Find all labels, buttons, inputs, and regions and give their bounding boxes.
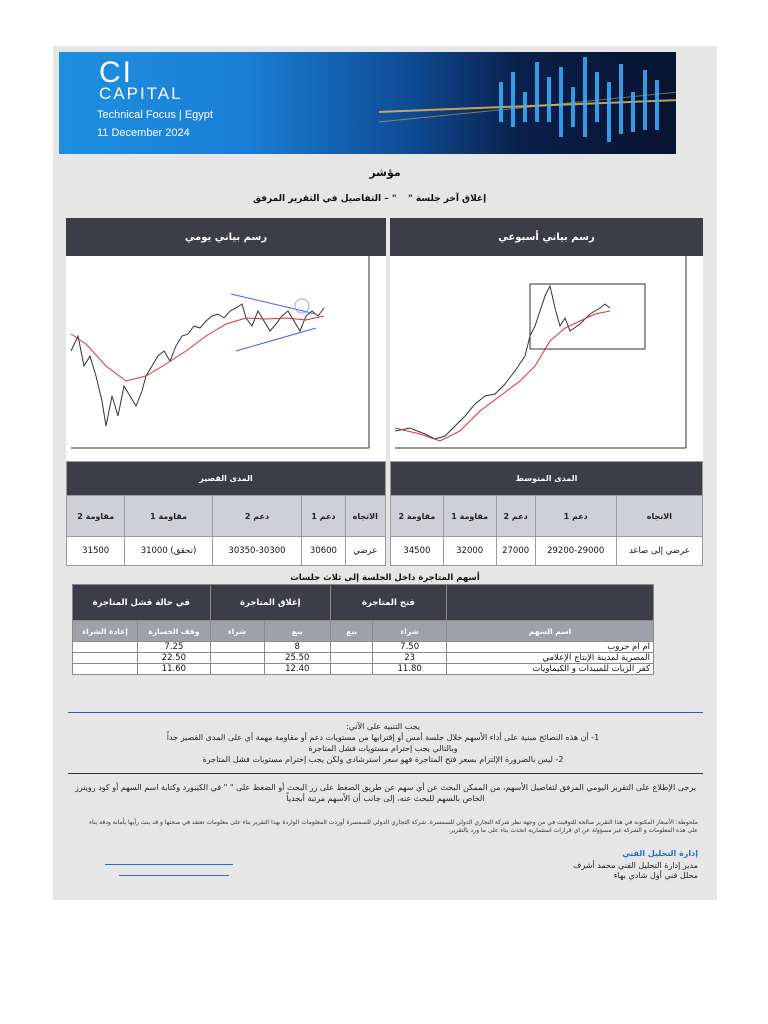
st-header-r1: مقاومة 1: [125, 496, 212, 537]
mt-header-r2: مقاومة 2: [391, 496, 444, 537]
cell-buy-close: [210, 653, 264, 664]
cell-sell-close: 8: [264, 642, 330, 653]
report-banner: [59, 52, 676, 154]
daily-moving-average: [71, 316, 324, 381]
email-link-1[interactable]: [105, 864, 233, 865]
bloomberg-note-1: يرجى الإطلاع على التقرير اليومي المرفق لتفاصيل الأسهم، من الممكن البحث عن أي سهم عن طريق الضغط على زر البحث أو الضغط على " " في الكيبورد وكتابة اسم السهم أو كود رويترز: [75, 783, 696, 792]
st-value-r2: 31500: [67, 537, 125, 566]
disclaimer-2: على هذه المعلومات و الشركة غير مسؤولة عن اي قرارات استثمارية اتخذت بناء على ما ورد بالتقرير.: [448, 827, 698, 834]
short-term-levels-table: [66, 461, 386, 566]
cell-sell-close: 25.50: [264, 653, 330, 664]
last-close-label: إغلاق آخر جلسة ": [408, 194, 487, 204]
sub-buy-close: شراء: [210, 621, 264, 642]
black-divider: [68, 773, 703, 774]
senior-analyst: محلل فني أول شادي بهاء: [613, 871, 698, 880]
sub-rebuy: إعادة الشراء: [73, 621, 138, 642]
blue-divider: [68, 712, 703, 713]
mt-value-s1: 29200-29000: [535, 537, 616, 566]
cell-buy-open: 7.50: [373, 642, 447, 653]
mt-header-s2: دعم 2: [496, 496, 535, 537]
st-value-s2: 30350-30300: [212, 537, 302, 566]
mt-value-s2: 27000: [496, 537, 535, 566]
details-label: " – التفاصيل في التقرير المرفق: [253, 194, 397, 204]
weekly-chart-header: رسم بياني أسبوعي: [390, 218, 703, 256]
cell-rebuy: [73, 653, 138, 664]
sub-stock-name: اسم السهم: [447, 621, 654, 642]
group-open: فتح المتاجرة: [330, 585, 446, 621]
cell-rebuy: [73, 664, 138, 675]
sub-stop-loss: وقف الخسارة: [138, 621, 210, 642]
trading-stocks-table: [72, 584, 654, 675]
ci-capital-logo: [99, 58, 183, 104]
cell-buy-close: [210, 642, 264, 653]
st-header-r2: مقاومة 2: [67, 496, 125, 537]
cell-stock-name: ام ام جروب: [447, 642, 654, 653]
cell-sell-open: [330, 642, 372, 653]
sub-buy-open: شراء: [373, 621, 447, 642]
st-header-trend: الاتجاه: [345, 496, 385, 537]
st-value-s1: 30600: [302, 537, 345, 566]
medium-term-levels-table: [390, 461, 703, 566]
mt-header-s1: دعم 1: [535, 496, 616, 537]
daily-chart: [66, 256, 386, 461]
cell-stock-name: المصرية لمدينة الإنتاج الإعلامي: [447, 653, 654, 664]
mt-value-r2: 34500: [391, 537, 444, 566]
daily-trendline-lower: [236, 328, 316, 351]
cell-stop: 7.25: [138, 642, 210, 653]
table-row: [73, 642, 654, 653]
sub-sell-close: بيع: [264, 621, 330, 642]
daily-price-line: [71, 304, 324, 426]
disclaimer-1: ملحوظة: الأسعار المكتوبة في هذا التقرير صالحة للتوقيت في من وجهة نظر شركة التجاري الدولي للسمسرة. شركة التجاري الدولي للسمسرة أوردت المعلومات الواردة بهذا التقرير بناء على معلومات تعتقد في صحتها و قد بنت رأيها بأمانة ودقة بناء: [89, 819, 698, 826]
cell-stop: 11.60: [138, 664, 210, 675]
daily-chart-header: رسم بياني يومي: [66, 218, 386, 256]
logo-ci: CI: [99, 56, 133, 89]
note-1b: وبالتالي يجب إحترام مستويات فشل المتاجرة: [308, 744, 458, 753]
st-value-r1: 31000 (تحقق): [125, 537, 212, 566]
group-blank: [447, 585, 654, 621]
cell-buy-open: 11.80: [373, 664, 447, 675]
weekly-moving-average: [395, 311, 610, 441]
banner-date: 11 December 2024: [97, 127, 190, 139]
cell-sell-close: 12.40: [264, 664, 330, 675]
st-header-s1: دعم 1: [302, 496, 345, 537]
group-close: إغلاق المتاجرة: [210, 585, 330, 621]
weekly-chart: [390, 256, 703, 461]
weekly-price-line: [395, 286, 610, 439]
banner-candlestick-graphic: [379, 52, 676, 154]
cell-sell-open: [330, 664, 372, 675]
bloomberg-note-2: الخاص بالسهم للبحث عنه، إلى جانب أن الأسهم مرتبة أبجدياً: [286, 794, 485, 803]
mt-value-r1: 32000: [443, 537, 496, 566]
cell-rebuy: [73, 642, 138, 653]
cell-stock-name: كفر الزيات للمبيدات و الكيماويات: [447, 664, 654, 675]
mt-header-r1: مقاومة 1: [443, 496, 496, 537]
note-2: 2- ليس بالضرورة الإلتزام بسعر فتح المتاجرة فهو سعر استرشادي ولكن يجب إحترام مستويات فشل المتاجرة: [202, 755, 564, 764]
email-link-2[interactable]: [119, 875, 229, 876]
report-page: [53, 46, 717, 900]
table-row: [73, 664, 654, 675]
dept-head: مدير إدارة التحليل الفني محمد أشرف: [573, 861, 698, 870]
medium-term-title: المدى المتوسط: [391, 462, 703, 496]
table-row: [73, 653, 654, 664]
note-1: 1- أن هذه النصائح مبنية على أداء الأسهم خلال جلسة أمس أو إقترابها من مستويات دعم أو مقاومة مهمة أي على المدى القصير جداً: [166, 733, 600, 742]
notes-heading: يجب التنبيه على الآتي:: [346, 722, 420, 731]
stocks-table-title: أسهم المتاجرة داخل الجلسة إلى ثلاث جلسات: [290, 573, 480, 583]
cell-stop: 22.50: [138, 653, 210, 664]
cell-sell-open: [330, 653, 372, 664]
dept-name: إدارة التحليل الفني: [622, 849, 698, 858]
short-term-title: المدى القصير: [67, 462, 386, 496]
banner-subtitle: Technical Focus | Egypt: [97, 109, 213, 121]
index-title: مؤشر: [369, 166, 401, 179]
mt-value-trend: عرضي إلى صاعد: [616, 537, 702, 566]
st-header-s2: دعم 2: [212, 496, 302, 537]
sub-sell-open: بيع: [330, 621, 372, 642]
logo-capital: CAPITAL: [99, 84, 183, 103]
group-failure: في حالة فشل المتاجرة: [73, 585, 211, 621]
cell-buy-open: 23: [373, 653, 447, 664]
st-value-trend: عرضي: [345, 537, 385, 566]
mt-header-trend: الاتجاه: [616, 496, 702, 537]
cell-buy-close: [210, 664, 264, 675]
